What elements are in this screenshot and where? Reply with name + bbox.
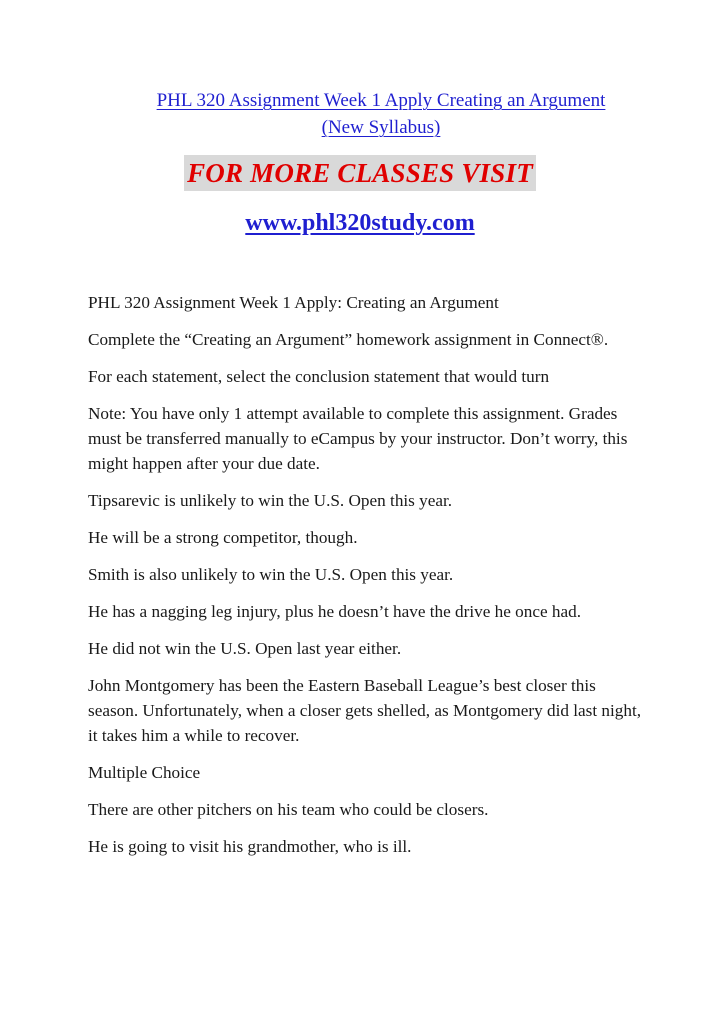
paragraph-choice: There are other pitchers on his team who could be closers. <box>88 800 489 819</box>
promo-text: FOR MORE CLASSES VISIT <box>184 155 536 191</box>
paragraph-statement: Smith is also unlikely to win the U.S. Open this year. <box>88 565 454 584</box>
paragraph-statement: He did not win the U.S. Open last year either. <box>88 639 402 658</box>
paragraph-statement: He will be a strong competitor, though. <box>88 528 358 547</box>
website-link[interactable]: www.phl320study.com <box>245 210 475 236</box>
paragraph-heading: PHL 320 Assignment Week 1 Apply: Creating an Argument <box>88 293 499 312</box>
paragraph-question-type: Multiple Choice <box>88 763 201 782</box>
paragraph-note: Note: You have only 1 attempt available to complete this assignment. Grades must be transferred manually to eCampus by your instructor. Don’t worry, this might happen after your due date. <box>88 404 628 473</box>
paragraph-instructions: Complete the “Creating an Argument” homework assignment in Connect®. <box>88 330 609 349</box>
paragraph-choice: He is going to visit his grandmother, who is ill. <box>88 837 412 856</box>
document-body <box>88 290 648 871</box>
paragraph-statement-prompt: For each statement, select the conclusion statement that would turn <box>88 367 550 386</box>
promo-banner <box>0 155 720 191</box>
paragraph-statement: He has a nagging leg injury, plus he doesn’t have the drive he once had. <box>88 602 582 621</box>
document-title-link[interactable]: PHL 320 Assignment Week 1 Apply Creating an Argument (New Syllabus) <box>156 90 606 138</box>
paragraph-statement: John Montgomery has been the Eastern Baseball League’s best closer this season. Unfortunately, when a closer gets shelled, as Montgomery did last night, it takes him a while to recover. <box>88 676 642 745</box>
paragraph-statement: Tipsarevic is unlikely to win the U.S. Open this year. <box>88 491 453 510</box>
